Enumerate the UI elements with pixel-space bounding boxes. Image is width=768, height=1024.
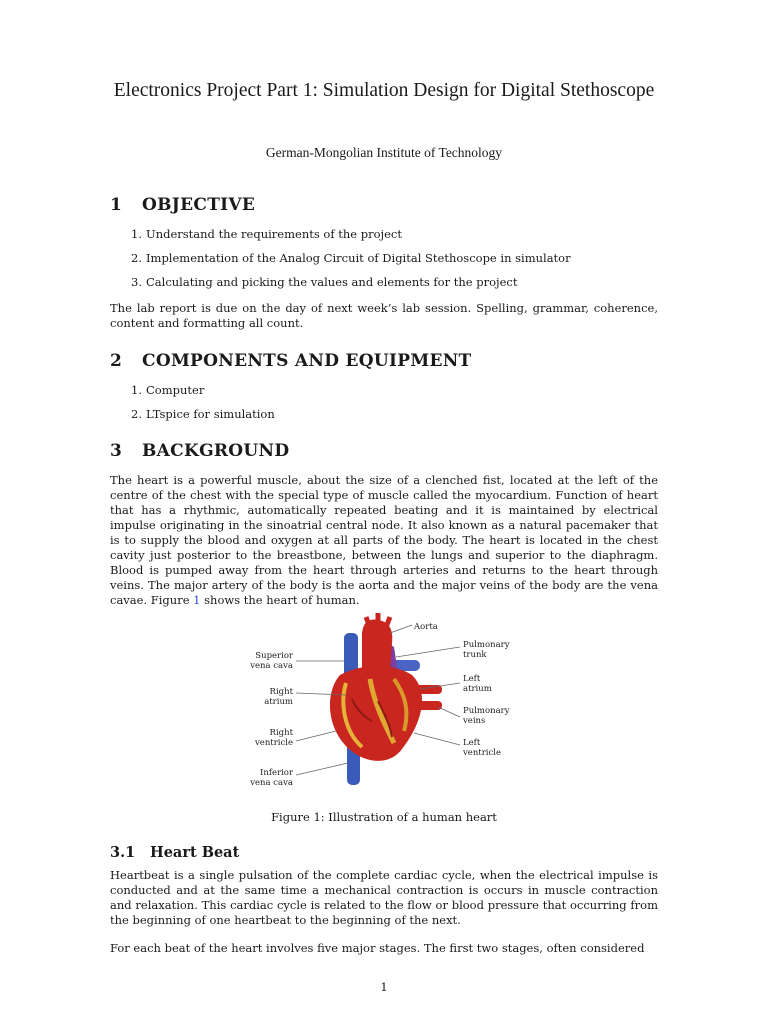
label-aorta: Aorta bbox=[414, 622, 438, 632]
svg-text:veins: veins bbox=[463, 716, 486, 726]
heart-illustration bbox=[244, 613, 520, 796]
heart-diagram bbox=[244, 613, 520, 796]
figure-caption: Figure 1: Illustration of a human heart bbox=[271, 810, 497, 824]
affiliation: German-Mongolian Institute of Technology bbox=[265, 145, 503, 160]
svg-text:trunk: trunk bbox=[463, 650, 487, 660]
list-item: 1. Understand the requirements of the project bbox=[131, 227, 402, 241]
svg-text:ventricle: ventricle bbox=[254, 738, 293, 748]
svg-text:vena cava: vena cava bbox=[250, 778, 293, 788]
svg-text:atrium: atrium bbox=[463, 684, 492, 694]
section-heading-objective bbox=[110, 195, 255, 215]
label-inferior-vena-cava: Inferior bbox=[260, 768, 293, 778]
list-item: 1. Computer bbox=[131, 383, 205, 397]
section-number: 1 bbox=[110, 195, 123, 215]
heart-beat-paragraph-1: Heartbeat is a single pulsation of the complete cardiac cycle, when the electrical impulse is conducted and at the same time a mechanical contraction is occurs in muscle contraction and relaxation. This cardiac cycle is related to the flow or blood pressure that occurring from the beginning of one heartbeat to the beginning of the next. bbox=[110, 868, 658, 927]
objective-paragraph: The lab report is due on the day of next week’s lab session. Spelling, grammar, coherence, content and formatting all count. bbox=[110, 301, 658, 330]
figure-reference-link[interactable]: 1 bbox=[193, 593, 201, 607]
label-pulmonary-trunk: Pulmonary bbox=[463, 640, 510, 650]
label-pulmonary-veins: Pulmonary bbox=[463, 706, 510, 716]
section-heading-components bbox=[110, 351, 472, 371]
background-paragraph: The heart is a powerful muscle, about the size of a clenched fist, located at the left of the centre of the chest with the special type of muscle called the myocardium. Function of heart that has a rhythmic, automatically repeated beating and it is maintained by electrical impulse originating in the sinoatrial central node. It also known as a natural pacemaker that is to supply the blood and oxygen at all parts of the body. The heart is located in the chest cavity just posterior to the breastbone, between the lungs and superior to the diaphragm. Blood is pumped away from the heart through arteries and returns to the heart through veins. The major artery of the body is the aorta and the major veins of the body are the vena cavae. Figure 1 shows the heart of human. bbox=[110, 473, 658, 607]
label-right-atrium: Right bbox=[269, 687, 293, 697]
subsection-heading-heart-beat bbox=[110, 844, 239, 861]
subsection-number: 3.1 bbox=[110, 844, 136, 861]
page-number: 1 bbox=[380, 980, 388, 994]
section-title: COMPONENTS AND EQUIPMENT bbox=[142, 351, 472, 371]
components-list bbox=[110, 383, 275, 431]
label-superior-vena-cava: Superior bbox=[255, 651, 293, 661]
label-right-ventricle: Right bbox=[269, 728, 293, 738]
subsection-title: Heart Beat bbox=[150, 844, 240, 861]
label-left-atrium: Left bbox=[463, 674, 481, 684]
label-left-ventricle: Left bbox=[463, 738, 481, 748]
list-item: 3. Calculating and picking the values and elements for the project bbox=[131, 275, 518, 289]
objective-list bbox=[110, 227, 571, 299]
section-title: OBJECTIVE bbox=[142, 195, 256, 215]
svg-text:atrium: atrium bbox=[264, 697, 293, 707]
section-title: BACKGROUND bbox=[142, 441, 290, 461]
svg-text:vena cava: vena cava bbox=[250, 661, 293, 671]
section-number: 3 bbox=[110, 441, 123, 461]
section-heading-background bbox=[110, 441, 289, 461]
list-item: 2. LTspice for simulation bbox=[131, 407, 275, 421]
heart-beat-paragraph-2: For each beat of the heart involves five major stages. The first two stages, often considered bbox=[110, 941, 645, 955]
list-item: 2. Implementation of the Analog Circuit of Digital Stethoscope in simulator bbox=[131, 251, 571, 265]
section-number: 2 bbox=[110, 351, 123, 371]
svg-text:ventricle: ventricle bbox=[463, 748, 502, 758]
document-title: Electronics Project Part 1: Simulation Design for Digital Stethoscope bbox=[113, 80, 655, 101]
